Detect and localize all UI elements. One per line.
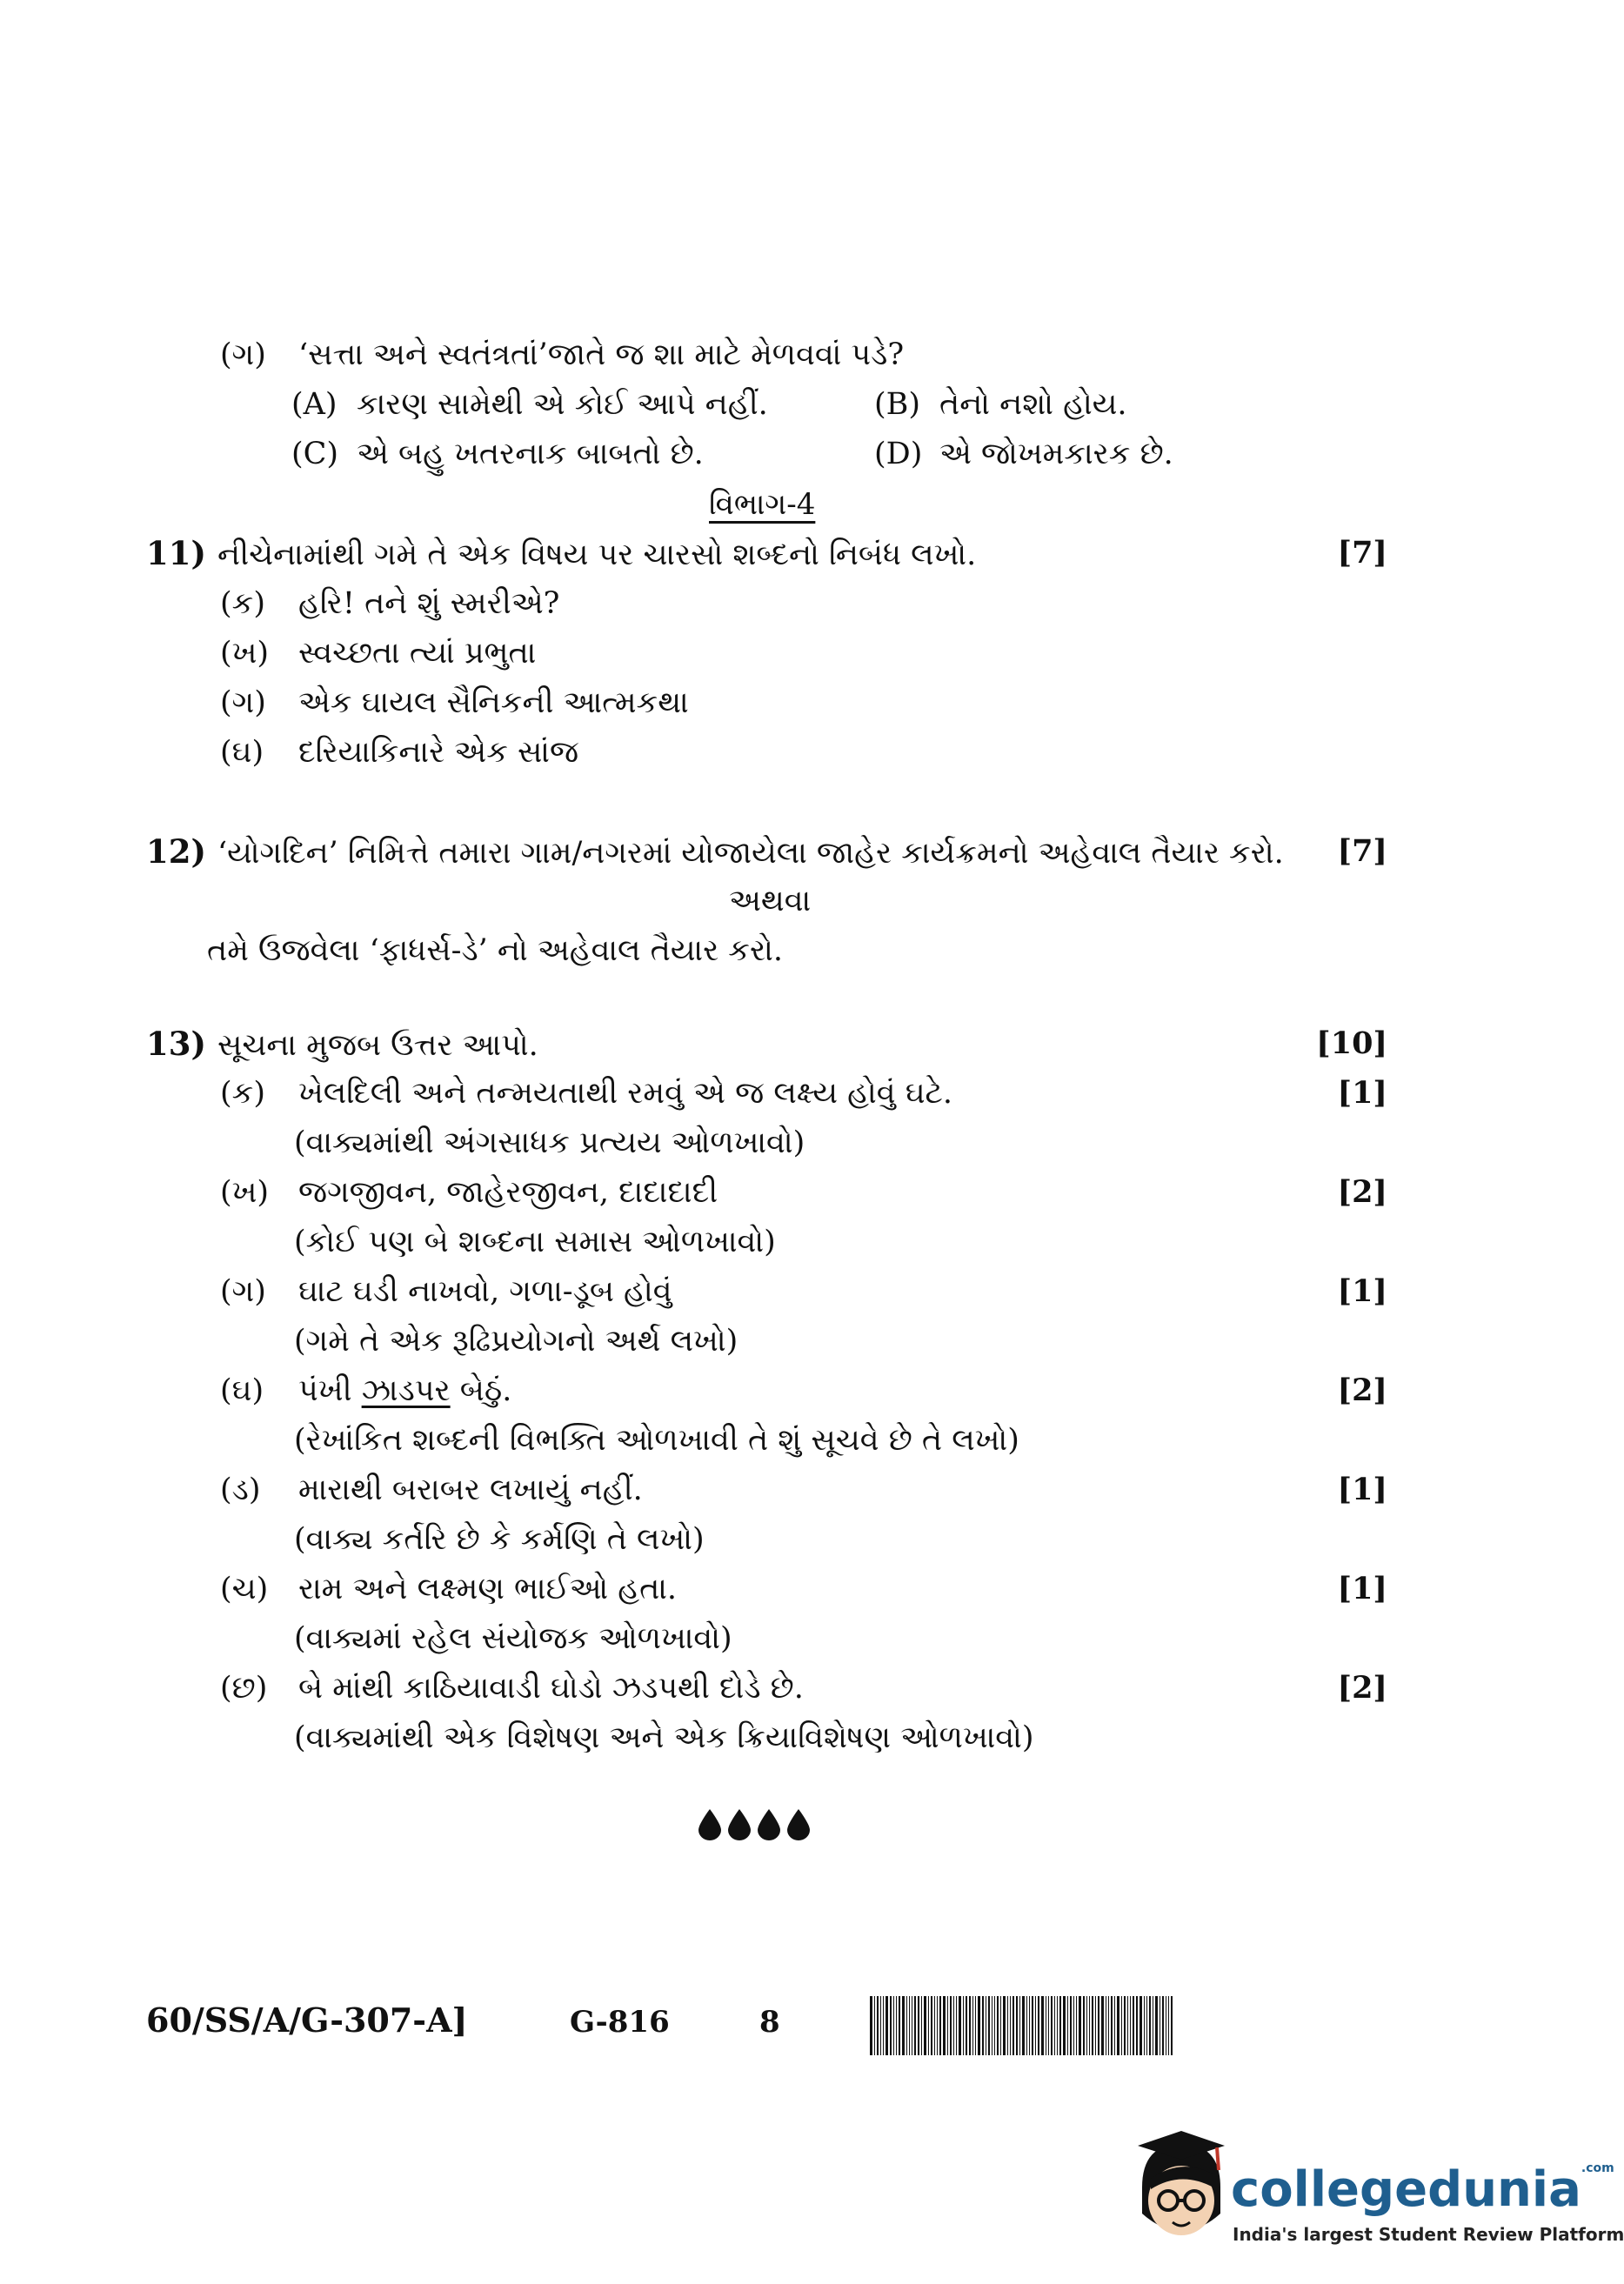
q13-item-marks: [1] [1337,1571,1387,1606]
barcode-bar [934,1996,935,2055]
barcode-bar [1127,1996,1128,2055]
barcode-bar [1041,1996,1044,2055]
barcode-bar [1111,1996,1113,2055]
q13-item-marks: [2] [1337,1372,1387,1408]
barcode-bar [880,1996,881,2055]
drop-icon [758,1809,780,1840]
barcode-bar [1026,1996,1027,2055]
barcode-bar [1007,1996,1008,2055]
barcode-bar [1155,1996,1158,2055]
barcode-bar [956,1996,957,2055]
q10g-option-b: (B) તેનો નશો હોય. [874,387,1127,422]
barcode-bar [950,1996,952,2055]
q10g-option-d: (D) એ જોખમકારક છે. [874,437,1173,471]
barcode-bar [1121,1996,1122,2055]
q13-item-note: (રેખાંકિત શબ્દની વિભક્તિ ઓળખાવી તે શું સૂચવે છે તે લખો) [294,1423,1019,1458]
q13-item-note: (ગમે તે એક રૂઢિપ્રયોગનો અર્થ લખો) [294,1324,738,1359]
q10g-label: (ગ) [220,337,266,372]
drop-icon [728,1809,751,1840]
barcode-bar [1083,1996,1085,2055]
barcode-bar [1108,1996,1109,2055]
barcode-bar [1114,1996,1115,2055]
barcode-bar [1076,1996,1077,2055]
barcode-bar [902,1996,905,2055]
barcode-bar [1073,1996,1074,2055]
barcode-bar [1086,1996,1087,2055]
q11-question [146,532,976,576]
barcode-bar [1168,1996,1169,2055]
student-mascot-icon [1133,2127,1229,2248]
barcode-bar [1048,1996,1049,2055]
barcode-bar [1038,1996,1039,2055]
footer-paper-number: G-816 [570,2005,670,2040]
barcode-bar [1171,1996,1173,2055]
barcode-bar [1136,1996,1138,2055]
footer-paper-code: 60/SS/A/G-307-A] [146,2000,468,2040]
barcode-bar [1117,1996,1119,2055]
q12-alternative: તમે ઉજવેલા ‘ફાધર્સ-ડે’ નો અહેવાલ તૈયાર કરો. [207,933,783,968]
barcode-bar [890,1996,892,2055]
q13-item-marks: [2] [1337,1174,1387,1210]
section-heading: વિભાગ-4 [709,487,816,522]
barcode-bar [1051,1996,1053,2055]
barcode-bar [1139,1996,1142,2055]
barcode-bar [997,1996,999,2055]
barcode-bar [1067,1996,1068,2055]
barcode-bar [1124,1996,1126,2055]
q11-text: નીચેનામાંથી ગમે તે એક વિષય પર ચારસો શબ્દનો નિબંધ લખો. [217,538,977,572]
barcode-bar [963,1996,964,2055]
end-ornament [698,1809,810,1840]
barcode-bar [877,1996,879,2055]
barcode-bar [1130,1996,1131,2055]
barcode-bar [947,1996,948,2055]
barcode-bar [1003,1996,1006,2055]
footer-page-number: 8 [759,2005,780,2040]
q12-number: 12) [146,832,206,871]
q11-item: (ગ) એક ઘાયલ સૈનિકની આત્મકથા [220,685,689,720]
q13-item: (ડ) મારાથી બરાબર લખાયું નહીં. [220,1473,643,1507]
barcode-bar [982,1996,984,2055]
barcode-bar [1000,1996,1001,2055]
q13-item-marks: [1] [1337,1075,1387,1111]
q10g-option-c: (C) એ બહુ ખતરનાક બાબતો છે. [291,437,704,471]
q13-item-note: (કોઈ પણ બે શબ્દના સમાસ ઓળખાવો) [294,1225,776,1259]
q13-item: (ગ) ઘાટ ઘડી નાખવો, ગળા-ડૂબ હોવું [220,1274,672,1309]
barcode-bar [978,1996,980,2055]
q13-item: (ક) ખેલદિલી અને તન્મયતાથી રમવું એ જ લક્ષ્ય હોવું ઘટે. [220,1076,953,1111]
barcode-bar [874,1996,875,2055]
q11-marks: [7] [1337,535,1387,571]
barcode-bar [893,1996,894,2055]
barcode-bar [1016,1996,1018,2055]
q12-marks: [7] [1337,833,1387,869]
barcode-bar [1095,1996,1096,2055]
drop-icon [698,1809,721,1840]
barcode-bar [1032,1996,1033,2055]
barcode-bar [1057,1996,1058,2055]
barcode-bar [883,1996,884,2055]
barcode-bar [1133,1996,1134,2055]
q11-item: (ઘ) દરિયાકિનારે એક સાંજ [220,735,579,770]
barcode-bar [921,1996,922,2055]
barcode-bar [1054,1996,1055,2055]
barcode-bar [994,1996,995,2055]
barcode-bar [966,1996,967,2055]
q13-item-marks: [1] [1337,1273,1387,1309]
logo-name: collegedunia$^{.com}$ [1231,2161,1614,2218]
barcode-bar [972,1996,973,2055]
barcode-bar [1010,1996,1011,2055]
q12-or: અથવા [729,884,812,918]
barcode-bar [1162,1996,1164,2055]
barcode-bar [928,1996,929,2055]
barcode-bar [943,1996,946,2055]
q13-text: સૂચના મુજબ ઉત્તર આપો. [217,1028,538,1063]
barcode-bar [931,1996,932,2055]
barcode-bar [1022,1996,1025,2055]
barcode-bar [1092,1996,1093,2055]
barcode-bar [899,1996,900,2055]
q13-item: (છ) બે માંથી કાઠિયાવાડી ઘોડો ઝડપથી દોડે છે. [220,1671,804,1706]
barcode-bar [969,1996,971,2055]
q13-question [146,1023,538,1066]
barcode-bar [909,1996,910,2055]
q13-item: (ખ) જગજીવન, જાહેરજીવન, દાદાદાદી [220,1175,718,1210]
q13-item-note: (વાક્યમાં રહેલ સંયોજક ઓળખાવો) [294,1621,732,1656]
q13-number: 13) [146,1025,206,1063]
barcode-bar [1149,1996,1151,2055]
barcode-bar [939,1996,941,2055]
barcode-bar [1029,1996,1030,2055]
q13-item: (ચ) રામ અને લક્ષ્મણ ભાઈઓ હતા. [220,1572,678,1606]
barcode-bar [959,1996,961,2055]
barcode-bar [1146,1996,1147,2055]
barcode-bar [953,1996,954,2055]
barcode-bar [1079,1996,1081,2055]
barcode-bar [924,1996,926,2055]
q12-question [146,831,1284,874]
underlined-word: ઝાડપર [361,1373,451,1408]
barcode-bar [906,1996,907,2055]
q13-item-marks: [2] [1337,1670,1387,1706]
q13-marks: [10] [1316,1025,1387,1061]
q10g-question [220,334,904,376]
barcode-bar [988,1996,990,2055]
barcode-bar [937,1996,938,2055]
barcode-bar [914,1996,916,2055]
barcode-bar [896,1996,897,2055]
barcode-bar [1144,1996,1145,2055]
barcode-bar [975,1996,976,2055]
q10g-text: ‘સત્તા અને સ્વતંત્રતાં’જાતે જ શા માટે મેળવવાં પડે? [298,337,905,372]
barcode-bar [1059,1996,1061,2055]
q13-item-note: (વાક્યમાંથી એક વિશેષણ અને એક ક્રિયાવિશેષણ ઓળખાવો) [294,1720,1034,1755]
q13-item-note: (વાક્ય કર્તરિ છે કે કર્મણિ તે લખો) [294,1522,705,1557]
barcode-bar [1012,1996,1014,2055]
barcode-bar [870,1996,872,2055]
logo-tagline: India's largest Student Review Platform [1233,2224,1624,2245]
q11-number: 11) [146,534,206,572]
barcode [870,1996,1218,2055]
q13-item: (ઘ) પંખી ઝાડપર બેઠું. [220,1373,512,1408]
barcode-bar [1070,1996,1072,2055]
q13-item-note: (વાક્યમાંથી અંગસાધક પ્રત્યય ઓળખાવો) [294,1125,805,1160]
barcode-bar [1101,1996,1104,2055]
q13-item-marks: [1] [1337,1472,1387,1507]
barcode-bar [886,1996,888,2055]
barcode-bar [1019,1996,1020,2055]
q11-item: (ક) હરિ! તને શું સ્મરીએ? [220,586,560,621]
drop-icon [787,1809,810,1840]
barcode-bar [1098,1996,1099,2055]
barcode-bar [1089,1996,1090,2055]
barcode-bar [1063,1996,1066,2055]
barcode-bar [1035,1996,1036,2055]
q12-text: ‘યોગદિન’ નિમિત્તે તમારા ગામ/નગરમાં યોજાયેલા જાહેર કાર્યક્રમનો અહેવાલ તૈયાર કરો. [217,836,1284,871]
q10g-option-a: (A) કારણ સામેથી એ કોઈ આપે નહીં. [291,387,768,422]
q11-item: (ખ) સ્વચ્છતા ત્યાં પ્રભુતા [220,636,537,671]
collegedunia-logo [1133,2127,1624,2266]
barcode-bar [918,1996,919,2055]
